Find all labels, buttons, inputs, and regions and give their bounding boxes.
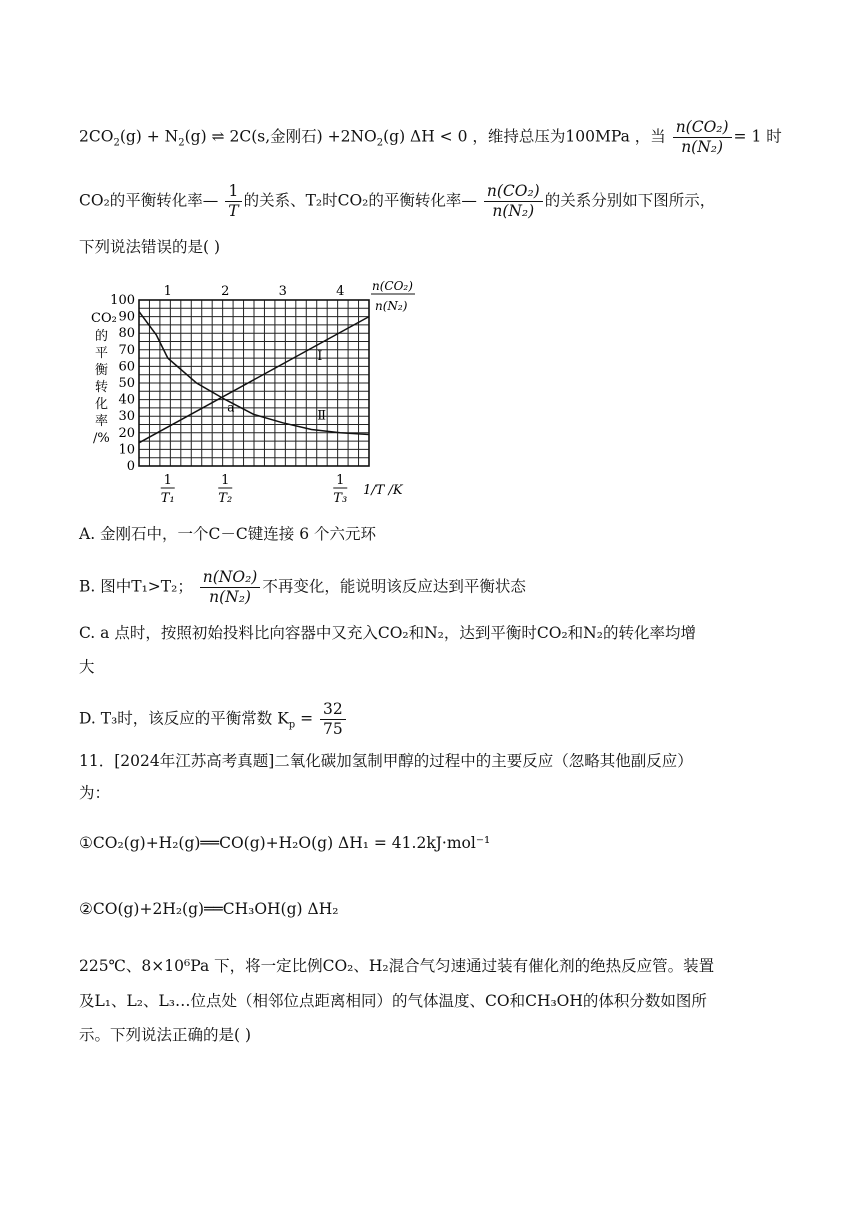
q10-line2: CO₂的平衡转化率— $\frac{1}{T}$ 的关系、T₂时CO₂的平衡转化率— $\frac{\text{n(CO₂)}}{\text{n(N₂)}}$ 的关系分别如下图所示， [79,182,716,220]
q10-intro-line: $2CO_2(g) + N_2(g)$ ⇌ 2C(s,金刚石) $+2NO_2(g) \Delta H < 0$ ，维持总压为100MPa ，当 $\frac{\text{n(CO₂)}}{\text{n(N₂)}}$ = 1 时 [79,118,782,156]
y-tick-label: 80 [118,326,135,342]
y-label-unit: /% [93,431,110,446]
y-label-char: 衡 [95,363,109,378]
top-axis-label-den: n(N₂) [375,299,408,313]
y-tick-label: 50 [118,376,135,391]
kp-fraction: $\frac{32}{75}$ [320,700,346,739]
top-axis-label-num: n(CO₂) [372,280,413,293]
bottom-tick-num: 1 [163,473,172,488]
q11-reaction-2: ②CO(g)+2H₂(g)══CH₃OH(g) ΔH₂ [79,900,339,918]
q11-body-line3: 示。下列说法正确的是( ) [79,1026,252,1044]
bottom-tick-labels [161,473,404,505]
bottom-tick-den: T₃ [333,491,348,505]
y-tick-label: 20 [118,425,135,441]
top-tick-label: 1 [163,284,172,299]
q11-body-line2: 及L₁、L₂、L₃…位点处（相邻位点距离相同）的气体温度、CO和CH₃OH的体积分数如图所 [79,992,707,1010]
ratio-fraction-2: $\frac{\text{n(CO₂)}}{\text{n(N₂)}}$ [484,182,543,221]
top-tick-label: 4 [336,284,345,299]
y-label-char: 转 [95,380,109,395]
bottom-tick-num: 1 [336,473,345,488]
y-tick-label: 10 [118,442,135,458]
ratio-fraction: $\frac{\text{n(CO₂)}}{\text{n(N₂)}}$ [673,118,732,157]
y-tick-label: 60 [118,359,135,375]
bottom-axis-label: 1/T /K [363,483,403,498]
q11-reaction-1: ①CO₂(g)+H₂(g)══CO(g)+H₂O(g) ΔH₁ = 41.2kJ·mol⁻¹ [79,834,491,852]
option-c-line1[interactable]: C. a 点时，按照初始投料比向容器中又充入CO₂和N₂，达到平衡时CO₂和N₂的转化率均增 [79,624,696,642]
series-label-I: Ⅰ [317,348,323,364]
y-tick-label: 90 [118,309,135,325]
y-label-char: 化 [95,397,109,412]
y-label-char: 平 [95,346,109,361]
one-over-t-fraction: $\frac{1}{T}$ [225,182,241,221]
y-tick-label: 30 [118,409,135,425]
conversion-chart [79,280,419,505]
y-tick-label: 100 [110,293,135,308]
option-a[interactable]: A. 金刚石中，一个C－C键连接 6 个六元环 [79,525,376,543]
q11-header-line1: 11．[2024年江苏高考真题]二氧化碳加氢制甲醇的过程中的主要反应（忽略其他副反应） [79,752,693,770]
y-tick-label: 70 [118,342,135,358]
y-axis-label [91,311,117,446]
y-tick-label: 0 [126,459,135,474]
q10-question: 下列说法错误的是( ) [79,238,221,256]
option-d[interactable]: D. T₃时，该反应的平衡常数 $K_p$ = $\frac{32}{75}$ [79,700,348,739]
bottom-tick-den: T₁ [160,491,175,505]
y-label-char: 率 [95,414,109,429]
y-label-char: 的 [95,329,109,344]
no2-n2-fraction: $\frac{\text{n(NO₂)}}{\text{n(N₂)}}$ [200,568,261,607]
chart-grid [139,300,369,466]
q11-body-line1: 225℃、8×10⁶Pa 下，将一定比例CO₂、H₂混合气匀速通过装有催化剂的绝热反应管。装置 [79,957,715,975]
y-label-co2: CO₂ [91,311,117,326]
q11-header-line2: 为： [79,784,111,802]
point-a-label: a [227,400,235,415]
option-c-line2: 大 [79,658,95,676]
option-b[interactable]: B. 图中T₁>T₂； $\frac{\text{n(NO₂)}}{\text{n(N₂)}}$ 不再变化，能说明该反应达到平衡状态 [79,568,526,606]
bottom-tick-num: 1 [221,473,230,488]
bottom-tick-den: T₂ [218,491,233,505]
top-tick-label: 2 [221,284,230,299]
series-label-II: Ⅱ [317,408,327,424]
top-tick-label: 3 [278,284,287,299]
y-tick-label: 40 [118,392,135,408]
